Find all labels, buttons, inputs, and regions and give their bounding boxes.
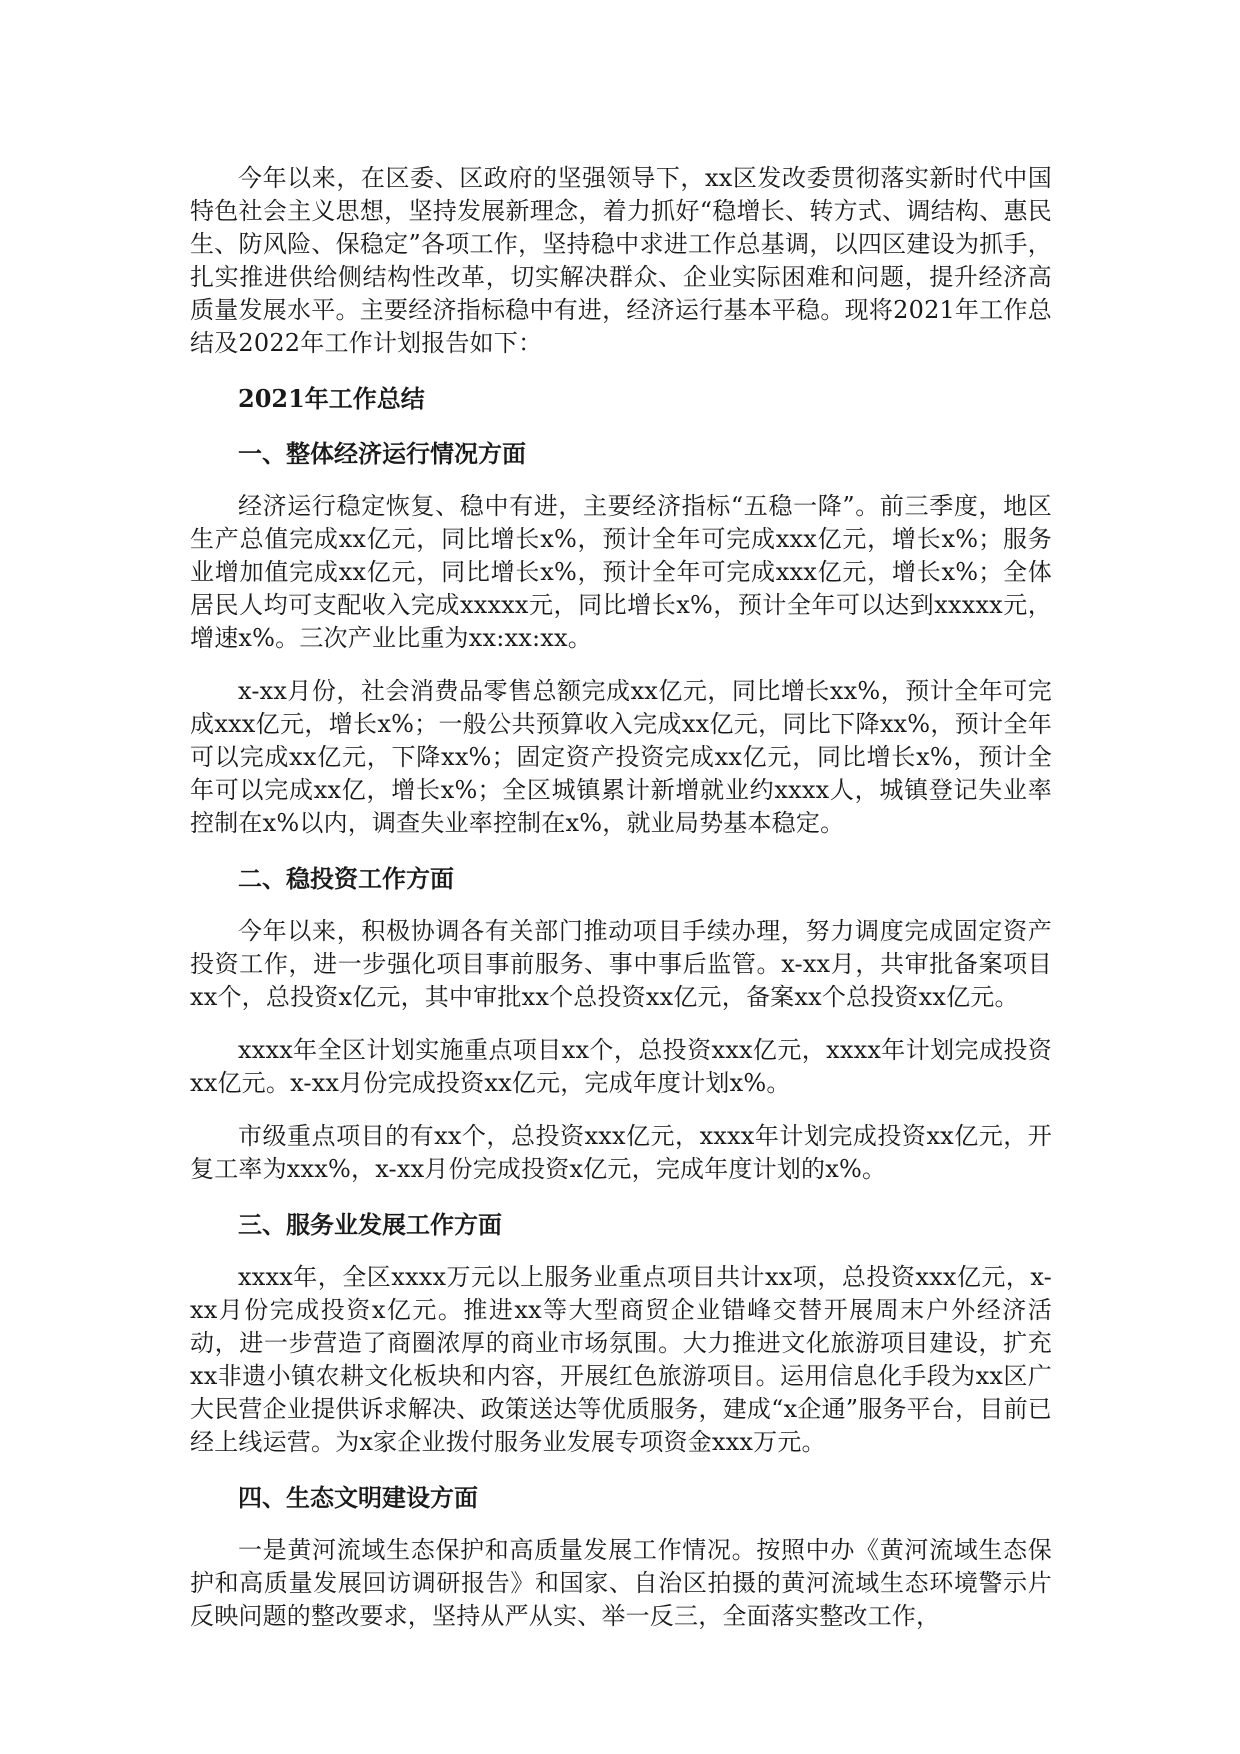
section-heading: 三、服务业发展工作方面 xyxy=(238,1210,502,1239)
summary-title: 2021年工作总结 xyxy=(238,384,425,413)
body-paragraph: 今年以来，积极协调各有关部门推动项目手续办理，努力调度完成固定资产投资工作，进一步强化项目事前服务、事中事后监管。x-xx月，共审批备案项目xx个，总投资x亿元，其中审批xx个总投资xx亿元，备案xx个总投资xx亿元。 xyxy=(190,917,1052,1011)
section-heading: 四、生态文明建设方面 xyxy=(238,1483,478,1512)
body-paragraph: xxxx年全区计划实施重点项目xx个，总投资xxx亿元，xxxx年计划完成投资xx亿元。x-xx月份完成投资xx亿元，完成年度计划x%。 xyxy=(190,1036,1052,1097)
document-body xyxy=(190,162,1052,1633)
section-heading: 二、稳投资工作方面 xyxy=(238,864,454,893)
intro-paragraph: 今年以来，在区委、区政府的坚强领导下，xx区发改委贯彻落实新时代中国特色社会主义思想，坚持发展新理念，着力抓好“稳增长、转方式、调结构、惠民生、防风险、保稳定”各项工作，坚持稳中求进工作总基调，以四区建设为抓手，扎实推进供给侧结构性改革，切实解决群众、企业实际困难和问题，提升经济高质量发展水平。主要经济指标稳中有进，经济运行基本平稳。现将2021年工作总结及2022年工作计划报告如下： xyxy=(190,164,1052,357)
body-paragraph: x-xx月份，社会消费品零售总额完成xx亿元，同比增长xx%，预计全年可完成xxx亿元，增长x%；一般公共预算收入完成xx亿元，同比下降xx%，预计全年可以完成xx亿元，下降xx%；固定资产投资完成xx亿元，同比增长x%，预计全年可以完成xx亿，增长x%；全区城镇累计新增就业约xxxx人，城镇登记失业率控制在x%以内，调查失业率控制在x%，就业局势基本稳定。 xyxy=(190,677,1052,837)
section-heading: 一、整体经济运行情况方面 xyxy=(238,439,526,468)
body-paragraph: xxxx年，全区xxxx万元以上服务业重点项目共计xx项，总投资xxx亿元，x-xx月份完成投资x亿元。推进xx等大型商贸企业错峰交替开展周末户外经济活动，进一步营造了商圈浓厚的商业市场氛围。大力推进文化旅游项目建设，扩充xx非遗小镇农耕文化板块和内容，开展红色旅游项目。运用信息化手段为xx区广大民营企业提供诉求解决、政策送达等优质服务，建成“x企通”服务平台，目前已经上线运营。为x家企业拨付服务业发展专项资金xxx万元。 xyxy=(190,1263,1052,1456)
body-paragraph: 市级重点项目的有xx个，总投资xxx亿元，xxxx年计划完成投资xx亿元，开复工率为xxx%，x-xx月份完成投资x亿元，完成年度计划的x%。 xyxy=(190,1122,1052,1183)
body-paragraph: 一是黄河流域生态保护和高质量发展工作情况。按照中办《黄河流域生态保护和高质量发展回访调研报告》和国家、自治区拍摄的黄河流域生态环境警示片反映问题的整改要求，坚持从严从实、举一反三，全面落实整改工作， xyxy=(190,1536,1052,1630)
body-paragraph: 经济运行稳定恢复、稳中有进，主要经济指标“五稳一降”。前三季度，地区生产总值完成xx亿元，同比增长x%，预计全年可完成xxx亿元，增长x%；服务业增加值完成xx亿元，同比增长x%，预计全年可完成xxx亿元，增长x%；全体居民人均可支配收入完成xxxxx元，同比增长x%，预计全年可以达到xxxxx元，增速x%。三次产业比重为xx:xx:xx。 xyxy=(190,492,1052,652)
